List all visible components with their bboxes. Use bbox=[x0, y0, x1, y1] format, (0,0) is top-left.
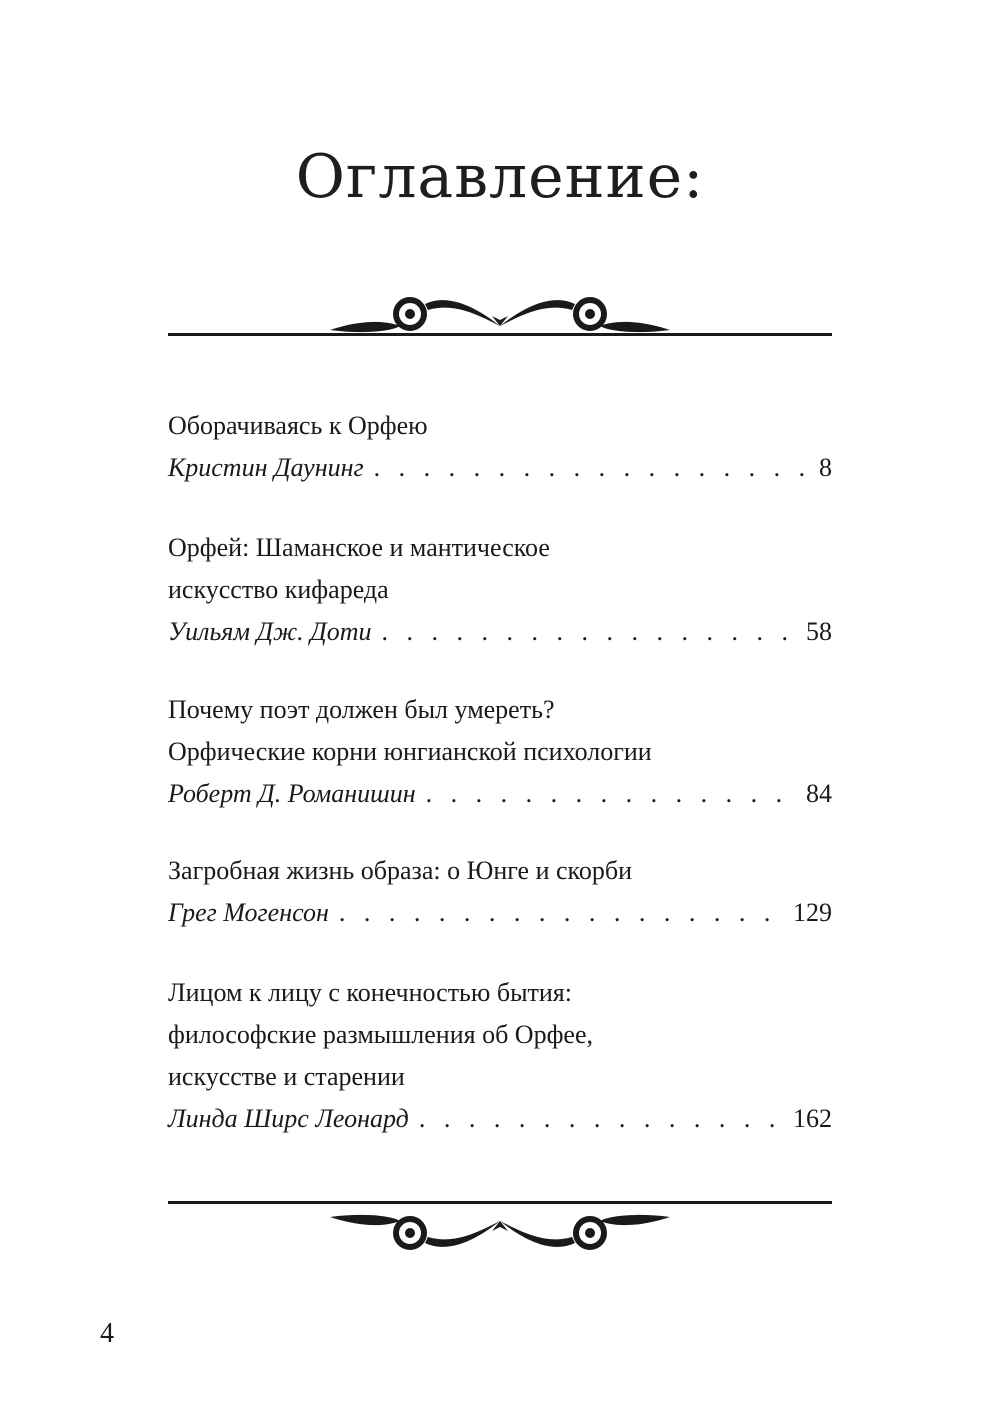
entry-author: Роберт Д. Романишин bbox=[168, 779, 416, 808]
top-rule bbox=[168, 333, 832, 336]
entry-page: 8 bbox=[819, 453, 832, 482]
toc-entry[interactable] bbox=[168, 850, 832, 934]
entry-page: 162 bbox=[793, 1104, 832, 1133]
bottom-ornament bbox=[330, 1207, 670, 1257]
page-number: 4 bbox=[100, 1318, 114, 1349]
entry-author: Уильям Дж. Доти bbox=[168, 617, 372, 646]
dot-leader bbox=[339, 892, 787, 934]
entry-title: Лицом к лицу с конечностью бытия: bbox=[168, 978, 572, 1007]
entry-page: 84 bbox=[806, 779, 832, 808]
bottom-rule bbox=[168, 1201, 832, 1204]
toc-entry[interactable] bbox=[168, 972, 832, 1140]
entry-author: Линда Ширс Леонард bbox=[168, 1104, 409, 1133]
dot-leader bbox=[374, 447, 813, 489]
page-title: Оглавление: bbox=[295, 142, 705, 212]
entry-title: Оборачиваясь к Орфею bbox=[168, 411, 428, 440]
entry-author: Кристин Даунинг bbox=[168, 453, 364, 482]
entry-title: Орфей: Шаманское и мантическое bbox=[168, 533, 550, 562]
entry-title: Почему поэт должен был умереть? bbox=[168, 695, 555, 724]
entry-title: философские размышления об Орфее, bbox=[168, 1020, 594, 1049]
entry-title: искусстве и старении bbox=[168, 1062, 405, 1091]
entry-page: 58 bbox=[806, 617, 832, 646]
toc-entry[interactable] bbox=[168, 405, 832, 489]
entry-author: Грег Могенсон bbox=[168, 898, 329, 927]
dot-leader bbox=[419, 1098, 787, 1140]
toc-entry[interactable] bbox=[168, 689, 832, 815]
entry-page: 129 bbox=[793, 898, 832, 927]
entry-title: Орфические корни юнгианской психологии bbox=[168, 737, 652, 766]
entry-title: искусство кифареда bbox=[168, 575, 389, 604]
dot-leader bbox=[382, 611, 801, 653]
dot-leader bbox=[426, 773, 800, 815]
entry-title: Загробная жизнь образа: о Юнге и скорби bbox=[168, 856, 633, 885]
toc-entry[interactable] bbox=[168, 527, 832, 653]
